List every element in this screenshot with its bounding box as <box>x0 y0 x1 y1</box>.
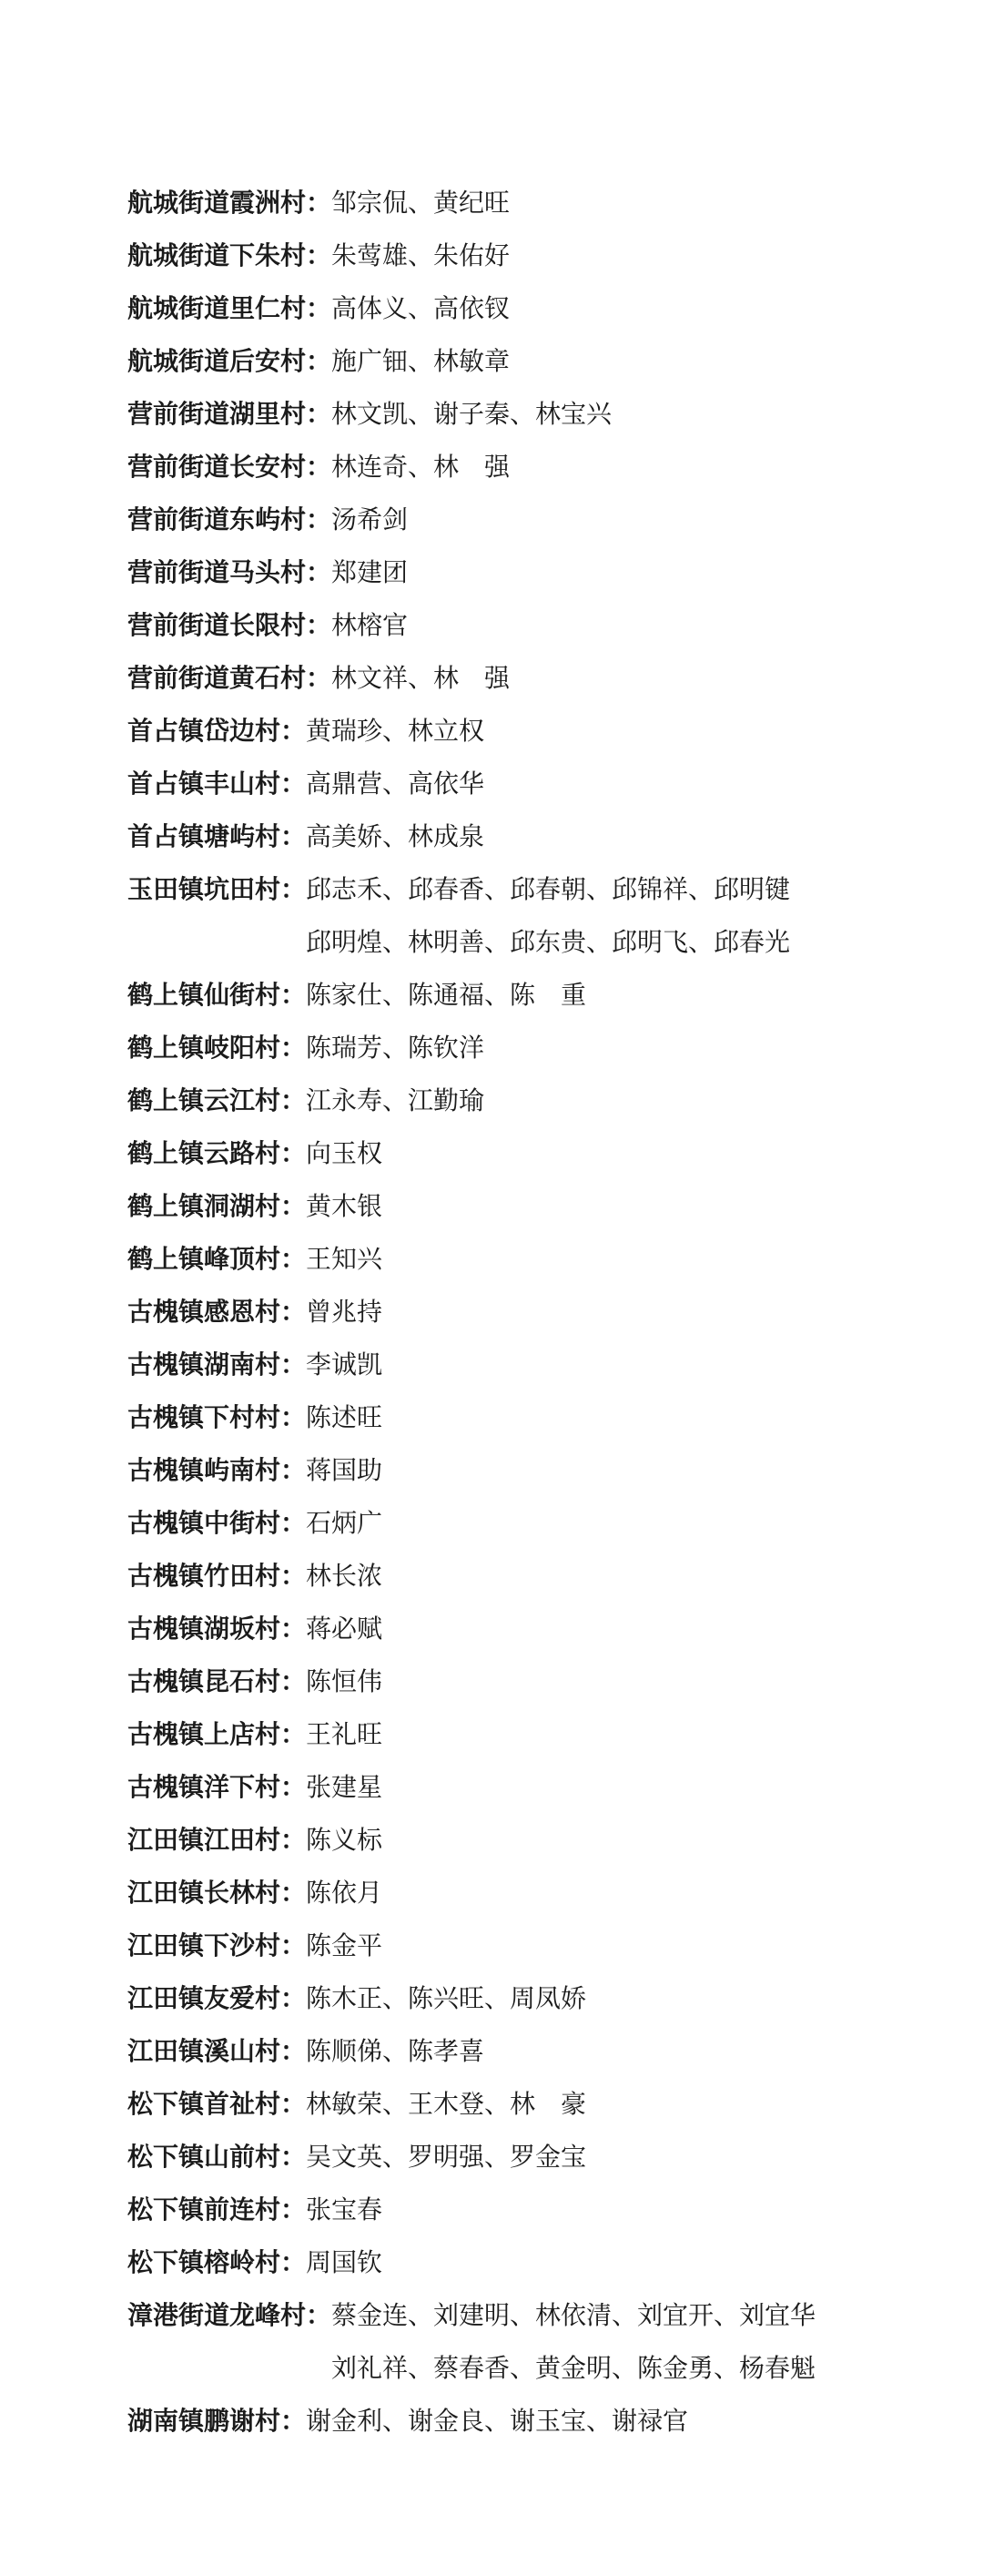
village-label: 松下镇山前村： <box>127 2142 307 2172</box>
list-item <box>127 494 856 546</box>
names-block <box>306 1919 382 1972</box>
list-item <box>127 1814 856 1867</box>
village-label: 首占镇丰山村： <box>127 769 307 799</box>
village-label: 江田镇江田村： <box>127 1825 307 1855</box>
names-line: 陈顺俤、陈孝喜 <box>306 2036 485 2066</box>
names-block <box>306 1339 382 1391</box>
list-item <box>127 1391 856 1444</box>
names-line: 陈木正、陈兴旺、周凤娇 <box>306 1983 587 2013</box>
list-item <box>127 1022 856 1074</box>
village-label: 江田镇友爱村： <box>127 1983 307 2013</box>
list-item <box>127 1444 856 1497</box>
village-label: 航城街道里仁村： <box>127 293 332 323</box>
village-label: 松下镇前连村： <box>127 2194 307 2225</box>
list-item <box>127 2236 856 2289</box>
village-label: 鹤上镇岐阳村： <box>127 1033 307 1063</box>
list-item <box>127 229 856 282</box>
list-item <box>127 2395 856 2448</box>
names-block <box>306 863 790 969</box>
list-item <box>127 2131 856 2184</box>
names-block <box>306 2025 484 2078</box>
names-line: 谢金利、谢金良、谢玉宝、谢禄官 <box>306 2406 689 2436</box>
village-label: 鹤上镇洞湖村： <box>127 1191 307 1221</box>
names-block <box>306 1180 382 1233</box>
names-line: 张宝春 <box>306 2194 383 2225</box>
names-block <box>331 335 510 388</box>
list-item <box>127 1708 856 1761</box>
village-label: 营前街道长安村： <box>127 452 332 482</box>
names-block <box>306 1814 382 1867</box>
names-line: 江永寿、江勤瑜 <box>306 1085 485 1115</box>
names-line: 陈金平 <box>306 1930 383 1960</box>
names-block <box>306 1655 382 1708</box>
village-label: 鹤上镇仙街村： <box>127 980 307 1010</box>
names-line: 黄木银 <box>306 1191 383 1221</box>
names-block <box>331 282 510 335</box>
names-block <box>306 2395 688 2448</box>
names-block <box>306 758 484 810</box>
names-line: 陈家仕、陈通福、陈 重 <box>306 980 587 1010</box>
village-label: 江田镇长林村： <box>127 1878 307 1908</box>
village-label: 古槐镇昆石村： <box>127 1666 307 1696</box>
names-line: 邱明煌、林明善、邱东贵、邱明飞、邱春光 <box>306 927 791 957</box>
names-line: 高美娇、林成泉 <box>306 821 485 851</box>
names-line: 林长浓 <box>306 1561 383 1591</box>
names-line: 黄瑞珍、林立权 <box>306 716 485 746</box>
names-line: 李诚凯 <box>306 1349 383 1380</box>
names-line: 王礼旺 <box>306 1719 383 1749</box>
list-item <box>127 652 856 705</box>
list-item <box>127 1972 856 2025</box>
names-line: 林连奇、林 强 <box>331 452 511 482</box>
list-item <box>127 2289 856 2395</box>
names-line: 汤希剑 <box>331 504 409 535</box>
names-line: 张建星 <box>306 1772 383 1802</box>
village-label: 江田镇下沙村： <box>127 1930 307 1960</box>
names-block <box>331 2289 816 2395</box>
names-block <box>331 177 510 229</box>
list-item <box>127 441 856 494</box>
names-block <box>306 1761 382 1814</box>
list-item <box>127 546 856 599</box>
list-item <box>127 1180 856 1233</box>
village-label: 松下镇榕岭村： <box>127 2247 307 2277</box>
names-line: 高鼎营、高依华 <box>306 769 485 799</box>
names-line: 施广钿、林敏章 <box>331 346 511 376</box>
names-block <box>306 969 586 1022</box>
names-line: 周国钦 <box>306 2247 383 2277</box>
village-name-list <box>127 177 856 2448</box>
village-label: 营前街道马头村： <box>127 557 332 587</box>
names-block <box>306 1444 382 1497</box>
names-line: 朱莺雄、朱佑好 <box>331 240 511 270</box>
village-label: 古槐镇中街村： <box>127 1508 307 1538</box>
village-label: 营前街道黄石村： <box>127 663 332 693</box>
list-item <box>127 1603 856 1655</box>
names-line: 陈恒伟 <box>306 1666 383 1696</box>
names-block <box>306 810 484 863</box>
village-label: 鹤上镇云江村： <box>127 1085 307 1115</box>
list-item <box>127 2025 856 2078</box>
names-line: 郑建团 <box>331 557 409 587</box>
village-label: 营前街道湖里村： <box>127 399 332 429</box>
names-line: 曾兆持 <box>306 1297 383 1327</box>
list-item <box>127 282 856 335</box>
list-item <box>127 969 856 1022</box>
names-line: 陈依月 <box>306 1878 383 1908</box>
names-block <box>306 1391 382 1444</box>
list-item <box>127 1867 856 1919</box>
names-block <box>306 705 484 758</box>
names-block <box>331 652 510 705</box>
village-label: 航城街道下朱村： <box>127 240 332 270</box>
village-label: 湖南镇鹏谢村： <box>127 2406 307 2436</box>
list-item <box>127 335 856 388</box>
village-label: 鹤上镇云路村： <box>127 1138 307 1168</box>
list-item <box>127 863 856 969</box>
list-item <box>127 2078 856 2131</box>
names-line: 刘礼祥、蔡春香、黄金明、陈金勇、杨春魁 <box>331 2353 816 2383</box>
list-item <box>127 1286 856 1339</box>
names-block <box>306 2236 382 2289</box>
village-label: 古槐镇上店村： <box>127 1719 307 1749</box>
list-item <box>127 2184 856 2236</box>
list-item <box>127 1761 856 1814</box>
list-item <box>127 705 856 758</box>
names-line: 蒋必赋 <box>306 1614 383 1644</box>
names-line: 邹宗侃、黄纪旺 <box>331 188 511 218</box>
village-label: 漳港街道龙峰村： <box>127 2300 332 2330</box>
village-label: 江田镇溪山村： <box>127 2036 307 2066</box>
names-block <box>306 1074 484 1127</box>
names-line: 林敏荣、王木登、林 豪 <box>306 2089 587 2119</box>
village-label: 古槐镇感恩村： <box>127 1297 307 1327</box>
names-block <box>306 2184 382 2236</box>
list-item <box>127 1233 856 1286</box>
list-item <box>127 1339 856 1391</box>
list-item <box>127 1919 856 1972</box>
village-label: 玉田镇坑田村： <box>127 874 307 904</box>
names-line: 王知兴 <box>306 1244 383 1274</box>
names-block <box>306 1286 382 1339</box>
village-label: 古槐镇下村村： <box>127 1402 307 1432</box>
names-block <box>331 441 510 494</box>
list-item <box>127 810 856 863</box>
names-line: 林榕官 <box>331 610 409 640</box>
names-line: 高体义、高依钗 <box>331 293 511 323</box>
names-block <box>306 1867 382 1919</box>
list-item <box>127 177 856 229</box>
village-label: 首占镇塘屿村： <box>127 821 307 851</box>
names-block <box>331 494 408 546</box>
village-label: 古槐镇屿南村： <box>127 1455 307 1485</box>
village-label: 营前街道长限村： <box>127 610 332 640</box>
list-item <box>127 758 856 810</box>
names-line: 陈瑞芳、陈钦洋 <box>306 1033 485 1063</box>
names-block <box>306 2078 586 2131</box>
names-block <box>306 1022 484 1074</box>
list-item <box>127 1550 856 1603</box>
village-label: 古槐镇湖坂村： <box>127 1614 307 1644</box>
list-item <box>127 1655 856 1708</box>
village-label: 松下镇首祉村： <box>127 2089 307 2119</box>
names-line: 蒋国助 <box>306 1455 383 1485</box>
names-block <box>331 388 612 441</box>
names-line: 向玉权 <box>306 1138 383 1168</box>
names-line: 蔡金连、刘建明、林依清、刘宜开、刘宜华 <box>331 2300 816 2330</box>
names-line: 陈述旺 <box>306 1402 383 1432</box>
names-line: 陈义标 <box>306 1825 383 1855</box>
names-line: 石炳广 <box>306 1508 383 1538</box>
names-line: 吴文英、罗明强、罗金宝 <box>306 2142 587 2172</box>
list-item <box>127 1074 856 1127</box>
names-block <box>306 1233 382 1286</box>
names-block <box>306 1550 382 1603</box>
list-item <box>127 1497 856 1550</box>
village-label: 航城街道后安村： <box>127 346 332 376</box>
names-block <box>306 1603 382 1655</box>
names-block <box>331 599 408 652</box>
names-block <box>306 1497 382 1550</box>
names-line: 邱志禾、邱春香、邱春朝、邱锦祥、邱明键 <box>306 874 791 904</box>
village-label: 古槐镇湖南村： <box>127 1349 307 1380</box>
village-label: 古槐镇竹田村： <box>127 1561 307 1591</box>
names-block <box>306 1972 586 2025</box>
names-line: 林文祥、林 强 <box>331 663 511 693</box>
names-block <box>331 229 510 282</box>
village-label: 古槐镇洋下村： <box>127 1772 307 1802</box>
list-item <box>127 599 856 652</box>
names-line: 林文凯、谢子秦、林宝兴 <box>331 399 613 429</box>
names-block <box>331 546 408 599</box>
names-block <box>306 1708 382 1761</box>
village-label: 鹤上镇峰顶村： <box>127 1244 307 1274</box>
list-item <box>127 1127 856 1180</box>
village-label: 首占镇岱边村： <box>127 716 307 746</box>
names-block <box>306 2131 586 2184</box>
list-item <box>127 388 856 441</box>
names-block <box>306 1127 382 1180</box>
village-label: 航城街道霞洲村： <box>127 188 332 218</box>
village-label: 营前街道东屿村： <box>127 504 332 535</box>
